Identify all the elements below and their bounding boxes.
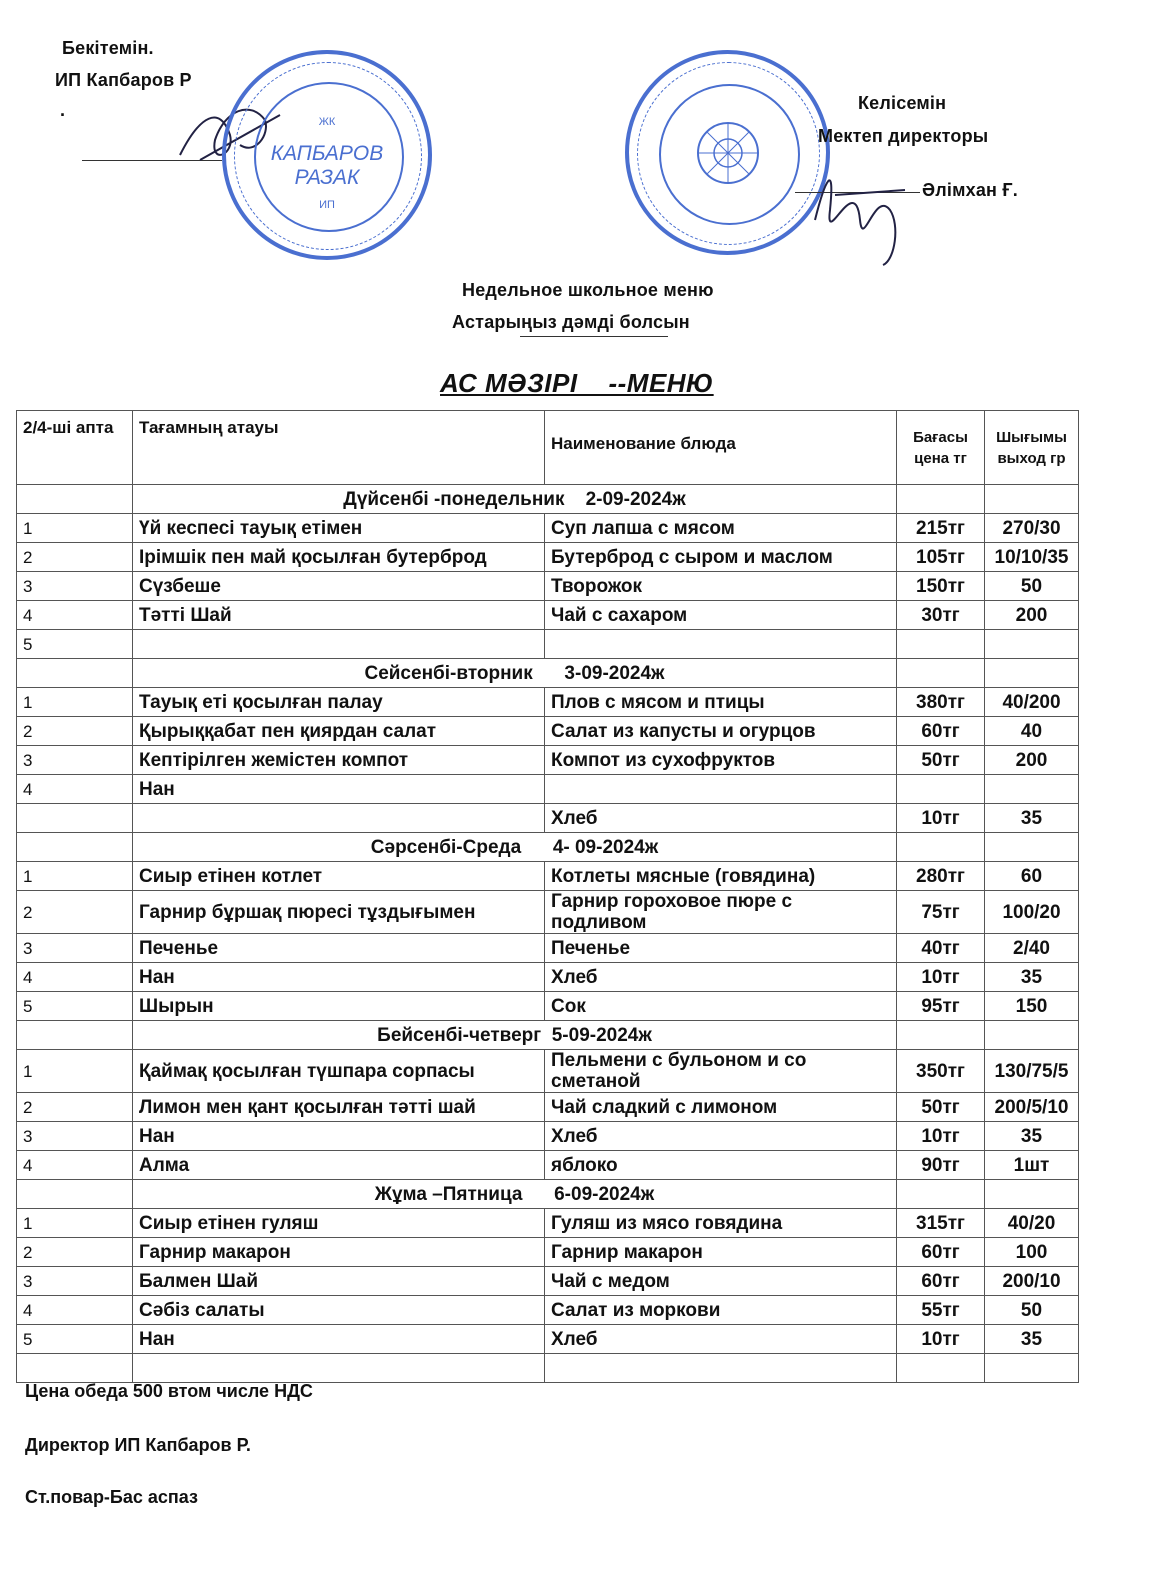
- day-header-blank: [897, 485, 985, 514]
- cell-number: 3: [17, 572, 133, 601]
- cell-name-kz: [133, 804, 545, 833]
- cell-price: 60тг: [897, 717, 985, 746]
- cell-yield: 35: [985, 963, 1079, 992]
- table-row: [17, 1238, 1079, 1267]
- table-row: [17, 601, 1079, 630]
- cell-yield: 50: [985, 1296, 1079, 1325]
- cell-name-ru: Хлеб: [545, 1325, 897, 1354]
- cell-number: 5: [17, 630, 133, 659]
- table-row: [17, 572, 1079, 601]
- cell-yield: [985, 775, 1079, 804]
- cell-yield: 200: [985, 601, 1079, 630]
- cell-name-ru: [545, 630, 897, 659]
- page-title: АС МӘЗІРІ --МЕНЮ: [440, 368, 714, 398]
- cell-name-kz: Нан: [133, 1325, 545, 1354]
- cell-number: 2: [17, 1238, 133, 1267]
- cell-yield: 35: [985, 1122, 1079, 1151]
- header-yield: Шығымы выход гр: [985, 411, 1079, 485]
- cell-name-ru: Хлеб: [545, 804, 897, 833]
- cell-yield: 40/20: [985, 1209, 1079, 1238]
- cell-price: [897, 1354, 985, 1383]
- day-header-row: [17, 833, 1079, 862]
- cell-name-kz: Нан: [133, 775, 545, 804]
- day-title: Сейсенбі-вторник 3-09-2024ж: [133, 659, 897, 688]
- header-name-kz: Тағамның атауы: [133, 411, 545, 485]
- cell-yield: 200: [985, 746, 1079, 775]
- cell-name-ru: Сок: [545, 992, 897, 1021]
- cell-name-kz: Қырыққабат пен қиярдан салат: [133, 717, 545, 746]
- day-header-row: [17, 1180, 1079, 1209]
- cell-yield: 100: [985, 1238, 1079, 1267]
- cell-price: 10тг: [897, 804, 985, 833]
- cell-yield: 50: [985, 572, 1079, 601]
- cell-name-kz: Печенье: [133, 934, 545, 963]
- cell-number: 4: [17, 1296, 133, 1325]
- cell-yield: 2/40: [985, 934, 1079, 963]
- cell-number: [17, 1354, 133, 1383]
- table-row: [17, 630, 1079, 659]
- cell-name-ru: Чай с сахаром: [545, 601, 897, 630]
- table-row: [17, 514, 1079, 543]
- cell-yield: 200/5/10: [985, 1093, 1079, 1122]
- table-row: [17, 1122, 1079, 1151]
- cell-number: 1: [17, 1209, 133, 1238]
- cell-name-kz: [133, 630, 545, 659]
- cell-price: 150тг: [897, 572, 985, 601]
- approval-right-line1: Келісемін: [858, 93, 947, 113]
- header-price: Бағасы цена тг: [897, 411, 985, 485]
- cell-name-ru: Суп лапша с мясом: [545, 514, 897, 543]
- cell-price: 10тг: [897, 1122, 985, 1151]
- cell-number: 4: [17, 775, 133, 804]
- cell-name-kz: [133, 1354, 545, 1383]
- table-row: [17, 775, 1079, 804]
- cell-number: 5: [17, 992, 133, 1021]
- day-title: Дүйсенбі -понедельник 2-09-2024ж: [133, 485, 897, 514]
- cell-yield: 100/20: [985, 891, 1079, 934]
- day-header-blank: [897, 833, 985, 862]
- cell-number: [17, 804, 133, 833]
- approval-right-line3: Әлімхан Ғ.: [922, 180, 1018, 200]
- table-row: [17, 1151, 1079, 1180]
- cell-name-kz: Гарнир бұршақ пюресі тұздығымен: [133, 891, 545, 934]
- cell-name-kz: Тауық еті қосылған палау: [133, 688, 545, 717]
- table-row: [17, 1267, 1079, 1296]
- director-line: Директор ИП Капбаров Р.: [25, 1435, 251, 1455]
- cell-number: 2: [17, 1093, 133, 1122]
- cell-price: [897, 775, 985, 804]
- cell-name-kz: Балмен Шай: [133, 1267, 545, 1296]
- approval-left-line2: ИП Капбаров Р: [55, 70, 192, 90]
- subtitle-underline: [520, 336, 668, 337]
- cell-name-kz: Тәтті Шай: [133, 601, 545, 630]
- cell-yield: [985, 630, 1079, 659]
- cell-price: 380тг: [897, 688, 985, 717]
- signature-right: [795, 150, 925, 270]
- emblem-icon: [687, 112, 769, 194]
- cell-number: 1: [17, 514, 133, 543]
- cell-name-ru: Плов с мясом и птицы: [545, 688, 897, 717]
- cell-name-ru: Салат из моркови: [545, 1296, 897, 1325]
- day-header-blank: [17, 1021, 133, 1050]
- header-week: 2/4-ші апта: [17, 411, 133, 485]
- cell-number: 4: [17, 1151, 133, 1180]
- day-header-blank: [985, 1180, 1079, 1209]
- day-header-blank: [985, 1021, 1079, 1050]
- table-row: [17, 804, 1079, 833]
- cell-price: 105тг: [897, 543, 985, 572]
- day-header-blank: [17, 659, 133, 688]
- cell-number: 2: [17, 717, 133, 746]
- day-header-blank: [897, 1021, 985, 1050]
- cell-name-ru: Гарнир гороховое пюре с подливом: [545, 891, 897, 934]
- cell-name-ru: Печенье: [545, 934, 897, 963]
- day-header-blank: [17, 485, 133, 514]
- approval-right-line2: Мектеп директоры: [818, 126, 989, 146]
- cell-yield: 35: [985, 1325, 1079, 1354]
- cell-price: 50тг: [897, 746, 985, 775]
- cell-name-kz: Шырын: [133, 992, 545, 1021]
- cell-yield: 270/30: [985, 514, 1079, 543]
- stamp-left: ЖК КАПБАРОВ РАЗАК ИП: [222, 50, 432, 260]
- cell-price: 10тг: [897, 1325, 985, 1354]
- cell-price: 315тг: [897, 1209, 985, 1238]
- cell-name-kz: Нан: [133, 963, 545, 992]
- day-title: Бейсенбі-четверг 5-09-2024ж: [133, 1021, 897, 1050]
- cell-name-ru: Чай с медом: [545, 1267, 897, 1296]
- cell-name-ru: Компот из сухофруктов: [545, 746, 897, 775]
- cell-number: 4: [17, 963, 133, 992]
- table-row: [17, 1050, 1079, 1093]
- cell-name-ru: Хлеб: [545, 963, 897, 992]
- cell-name-kz: Сәбіз салаты: [133, 1296, 545, 1325]
- table-row: [17, 1325, 1079, 1354]
- table-row: [17, 891, 1079, 934]
- cell-yield: 60: [985, 862, 1079, 891]
- cell-price: 90тг: [897, 1151, 985, 1180]
- cell-number: 1: [17, 688, 133, 717]
- subtitle-line1: Недельное школьное меню: [462, 280, 714, 300]
- cell-number: 1: [17, 1050, 133, 1093]
- subtitle-line2: Астарыңыз дәмді болсын: [452, 312, 690, 332]
- cell-name-kz: Нан: [133, 1122, 545, 1151]
- price-note: Цена обеда 500 втом числе НДС: [25, 1381, 313, 1401]
- cell-price: 55тг: [897, 1296, 985, 1325]
- cell-name-kz: Сүзбеше: [133, 572, 545, 601]
- day-header-blank: [17, 833, 133, 862]
- cell-price: 350тг: [897, 1050, 985, 1093]
- approval-left-line3: .: [60, 100, 66, 120]
- table-row: [17, 1093, 1079, 1122]
- cell-yield: 130/75/5: [985, 1050, 1079, 1093]
- cell-name-ru: яблоко: [545, 1151, 897, 1180]
- table-row: [17, 746, 1079, 775]
- day-header-blank: [985, 659, 1079, 688]
- table-row: [17, 717, 1079, 746]
- cell-name-kz: Ірімшік пен май қосылған бутерброд: [133, 543, 545, 572]
- approval-left-line1: Бекітемін.: [62, 38, 154, 58]
- table-row: [17, 934, 1079, 963]
- cell-name-ru: [545, 1354, 897, 1383]
- cell-price: 75тг: [897, 891, 985, 934]
- cell-name-kz: Үй кеспесі тауық етімен: [133, 514, 545, 543]
- chef-line: Ст.повар-Бас аспаз: [25, 1487, 198, 1507]
- cell-price: 40тг: [897, 934, 985, 963]
- day-header-blank: [897, 659, 985, 688]
- cell-yield: 1шт: [985, 1151, 1079, 1180]
- day-header-blank: [897, 1180, 985, 1209]
- cell-name-ru: Салат из капусты и огурцов: [545, 717, 897, 746]
- cell-yield: 40/200: [985, 688, 1079, 717]
- cell-number: 4: [17, 601, 133, 630]
- cell-number: 3: [17, 934, 133, 963]
- table-row: [17, 1296, 1079, 1325]
- cell-number: 3: [17, 746, 133, 775]
- cell-number: 3: [17, 1122, 133, 1151]
- cell-name-kz: Қаймақ қосылған түшпара сорпасы: [133, 1050, 545, 1093]
- cell-name-ru: Хлеб: [545, 1122, 897, 1151]
- cell-yield: 35: [985, 804, 1079, 833]
- cell-name-ru: Гарнир макарон: [545, 1238, 897, 1267]
- table-row: [17, 543, 1079, 572]
- cell-price: 280тг: [897, 862, 985, 891]
- cell-name-kz: Лимон мен қант қосылған тәтті шай: [133, 1093, 545, 1122]
- cell-name-ru: Чай сладкий с лимоном: [545, 1093, 897, 1122]
- cell-price: 30тг: [897, 601, 985, 630]
- cell-yield: 40: [985, 717, 1079, 746]
- cell-yield: [985, 1354, 1079, 1383]
- cell-number: 2: [17, 891, 133, 934]
- day-header-row: [17, 1021, 1079, 1050]
- table-row: [17, 1209, 1079, 1238]
- cell-price: 50тг: [897, 1093, 985, 1122]
- day-header-row: [17, 659, 1079, 688]
- cell-name-kz: Сиыр етінен гуляш: [133, 1209, 545, 1238]
- cell-name-kz: Сиыр етінен котлет: [133, 862, 545, 891]
- cell-yield: 150: [985, 992, 1079, 1021]
- cell-name-ru: Пельмени с бульоном и со сметаной: [545, 1050, 897, 1093]
- cell-number: 1: [17, 862, 133, 891]
- table-row: [17, 1354, 1079, 1383]
- cell-yield: 200/10: [985, 1267, 1079, 1296]
- cell-name-kz: Гарнир макарон: [133, 1238, 545, 1267]
- day-header-blank: [985, 833, 1079, 862]
- cell-price: 60тг: [897, 1267, 985, 1296]
- cell-name-ru: Котлеты мясные (говядина): [545, 862, 897, 891]
- table-header-row: [17, 411, 1079, 485]
- header-name-ru: Наименование блюда: [545, 411, 897, 485]
- table-row: [17, 963, 1079, 992]
- cell-price: 10тг: [897, 963, 985, 992]
- cell-price: 95тг: [897, 992, 985, 1021]
- day-title: Жұма –Пятница 6-09-2024ж: [133, 1180, 897, 1209]
- cell-name-ru: Творожок: [545, 572, 897, 601]
- cell-number: 3: [17, 1267, 133, 1296]
- menu-table: [16, 410, 1079, 1383]
- cell-price: [897, 630, 985, 659]
- cell-name-ru: [545, 775, 897, 804]
- cell-price: 215тг: [897, 514, 985, 543]
- cell-name-ru: Гуляш из мясо говядина: [545, 1209, 897, 1238]
- table-row: [17, 688, 1079, 717]
- cell-name-ru: Бутерброд с сыром и маслом: [545, 543, 897, 572]
- day-header-row: [17, 485, 1079, 514]
- cell-number: 2: [17, 543, 133, 572]
- cell-number: 5: [17, 1325, 133, 1354]
- table-row: [17, 862, 1079, 891]
- cell-name-kz: Алма: [133, 1151, 545, 1180]
- table-row: [17, 992, 1079, 1021]
- cell-yield: 10/10/35: [985, 543, 1079, 572]
- day-header-blank: [17, 1180, 133, 1209]
- cell-name-kz: Кептірілген жемістен компот: [133, 746, 545, 775]
- day-header-blank: [985, 485, 1079, 514]
- cell-price: 60тг: [897, 1238, 985, 1267]
- day-title: Сәрсенбі-Среда 4- 09-2024ж: [133, 833, 897, 862]
